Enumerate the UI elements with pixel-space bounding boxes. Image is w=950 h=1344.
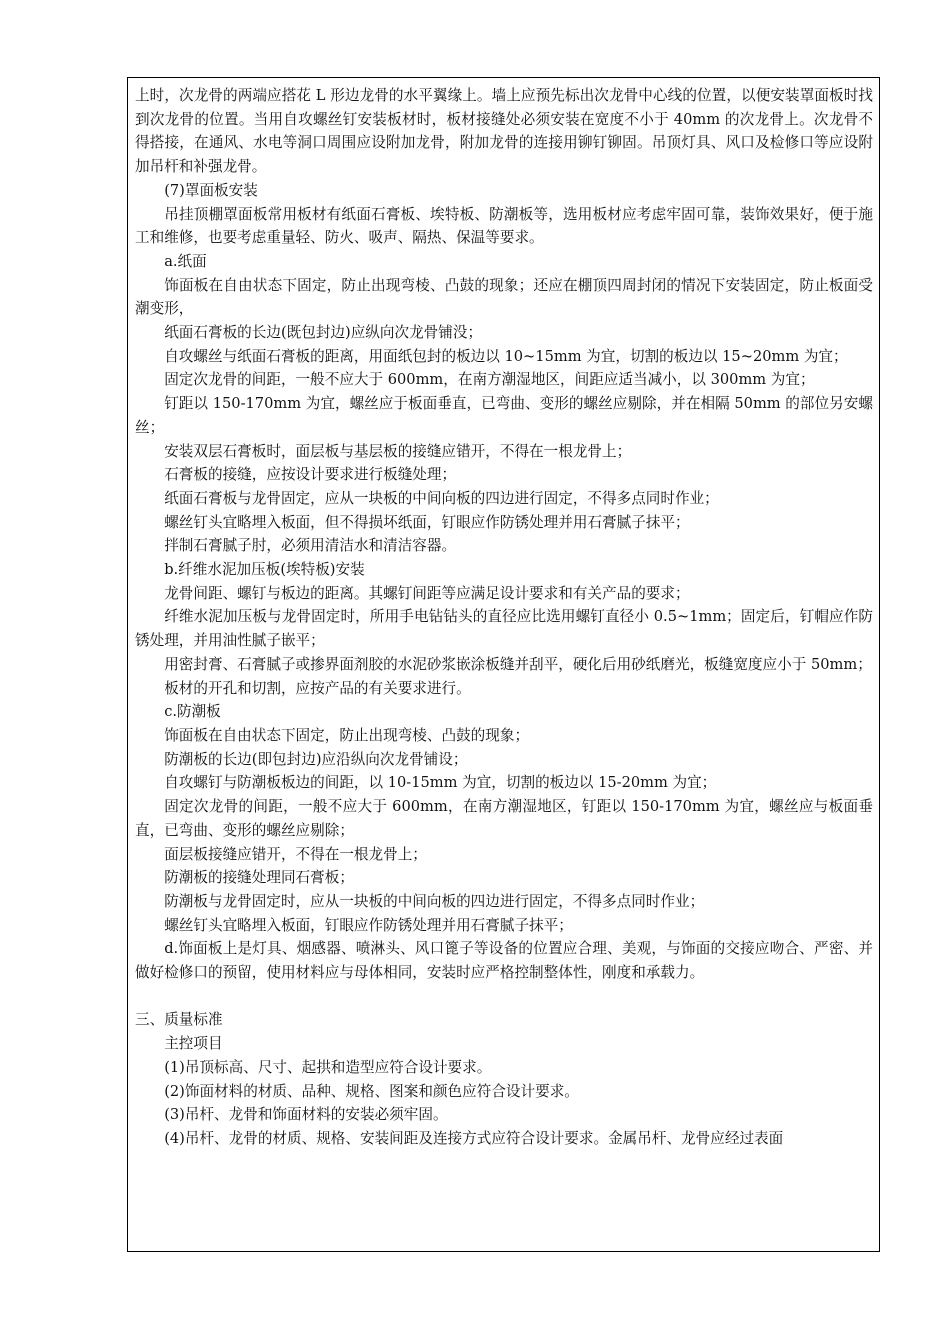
paragraph: 固定次龙骨的间距，一般不应大于 600mm，在南方潮湿地区，钉距以 150-170mm 为宜，螺丝应与板面垂直，已弯曲、变形的螺丝应剔除；	[135, 798, 873, 839]
list-item: (4)吊杆、龙骨的材质、规格、安装间距及连接方式应符合设计要求。金属吊杆、龙骨应经过表面	[164, 1129, 784, 1147]
paragraph: 纸面石膏板的长边(既包封边)应纵向次龙骨铺没；	[164, 324, 483, 342]
paragraph: 龙骨间距、螺钉与板边的距离。其螺钉间距等应满足设计要求和有关产品的要求；	[164, 584, 690, 602]
paragraph: 上时，次龙骨的两端应搭花 L 形边龙骨的水平翼缘上。墙上应预先标出次龙骨中心线的位置，以便安装罩面板时找到次龙骨的位置。当用自攻螺丝钉安装板材时，板材接缝处必须安装在宽度不小于 40mm 的次龙骨上。次龙骨不得搭接，在通风、水电等洞口周围应设附加龙骨，附加龙骨的连接用铆钉铆固。吊顶灯具、风口及检修口等应设附加吊杆和补强龙骨。	[135, 87, 873, 176]
blank-line	[135, 985, 873, 1009]
list-item: (3)吊杆、龙骨和饰面材料的安装必须牢固。	[164, 1106, 448, 1124]
paragraph: 吊挂顶棚罩面板常用板材有纸面石膏板、埃特板、防潮板等，选用板材应考虑牢固可靠，装饰效果好，便于施工和维修，也要考虑重量轻、防火、吸声、隔热、保温等要求。	[135, 205, 873, 247]
paragraph: 饰面板在自由状态下固定，防止出现弯棱、凸鼓的现象；还应在棚顶四周封闭的情况下安装固定，防止板面受潮变形，	[135, 276, 873, 318]
section-heading: 三、质量标准	[135, 1011, 223, 1029]
paragraph: 板材的开孔和切割，应按产品的有关要求进行。	[164, 679, 471, 697]
paragraph: 用密封膏、石膏腻子或掺界面剂胶的水泥砂浆嵌涂板缝并刮平，硬化后用砂纸磨光，板缝宽度应小于 50mm；	[164, 655, 872, 673]
paragraph: 固定次龙骨的间距，一般不应大于 600mm，在南方潮湿地区，间距应适当减小，以 300mm 为宜；	[164, 371, 815, 389]
paragraph: 安装双层石膏板时，面层板与基层板的接缝应错开，不得在一根龙骨上；	[164, 442, 632, 460]
paragraph: 纤维水泥加压板与龙骨固定时，所用手电钻钻头的直径应比选用螺钉直径小 0.5~1mm；固定后，钉帽应作防锈处理，并用油性腻子嵌平；	[135, 608, 873, 650]
item-heading: c.防潮板	[164, 703, 221, 721]
paragraph: 螺丝钉头宜略埋入板面，钉眼应作防锈处理并用石膏腻子抹平；	[164, 916, 573, 934]
document-body	[135, 84, 873, 1151]
paragraph: d.饰面板上是灯具、烟感器、喷淋头、风口篦子等设备的位置应合理、美观，与饰面的交接应吻合、严密、并做好检修口的预留，使用材料应与母体相同，安装时应严格控制整体性，刚度和承载力。	[135, 940, 873, 982]
subsection-heading: 主控项目	[164, 1035, 223, 1053]
paragraph: 螺丝钉头宜略埋入板面，但不得损坏纸面，钉眼应作防锈处理并用石膏腻子抹平；	[164, 513, 690, 531]
item-heading: a.纸面	[164, 252, 207, 270]
paragraph: 钉距以 150-170mm 为宜，螺丝应于板面垂直，已弯曲、变形的螺丝应剔除，并在相隔 50mm 的部位另安螺丝；	[135, 395, 873, 436]
paragraph: 防潮板的接缝处理同石膏板；	[164, 869, 354, 887]
item-heading: b.纤维水泥加压板(埃特板)安装	[164, 561, 365, 579]
list-item: (2)饰面材料的材质、品种、规格、图案和颜色应符合设计要求。	[164, 1082, 579, 1100]
paragraph: 面层板接缝应错开，不得在一根龙骨上；	[164, 845, 427, 863]
subsection-heading: (7)罩面板安装	[164, 181, 258, 199]
paragraph: 自攻螺丝与纸面石膏板的距离，用面纸包封的板边以 10~15mm 为宜，切割的板边以 15~20mm 为宜；	[164, 347, 848, 365]
paragraph: 石膏板的接缝，应按设计要求进行板缝处理；	[164, 466, 457, 484]
paragraph: 拌制石膏腻子肘，必须用清洁水和清洁容器。	[164, 537, 457, 555]
paragraph: 防潮板的长边(即包封边)应沿纵向次龙骨铺设；	[164, 750, 468, 768]
paragraph: 自攻螺钉与防潮板板边的间距，以 10-15mm 为宜，切割的板边以 15-20mm 为宜；	[164, 774, 717, 792]
paragraph: 防潮板与龙骨固定时，应从一块板的中间向板的四边进行固定，不得多点同时作业；	[164, 892, 705, 910]
paragraph: 饰面板在自由状态下固定，防止出现弯棱、凸鼓的现象；	[164, 726, 530, 744]
list-item: (1)吊顶标高、尺寸、起拱和造型应符合设计要求。	[164, 1058, 492, 1076]
paragraph: 纸面石膏板与龙骨固定，应从一块板的中间向板的四边进行固定，不得多点同时作业；	[164, 489, 719, 507]
